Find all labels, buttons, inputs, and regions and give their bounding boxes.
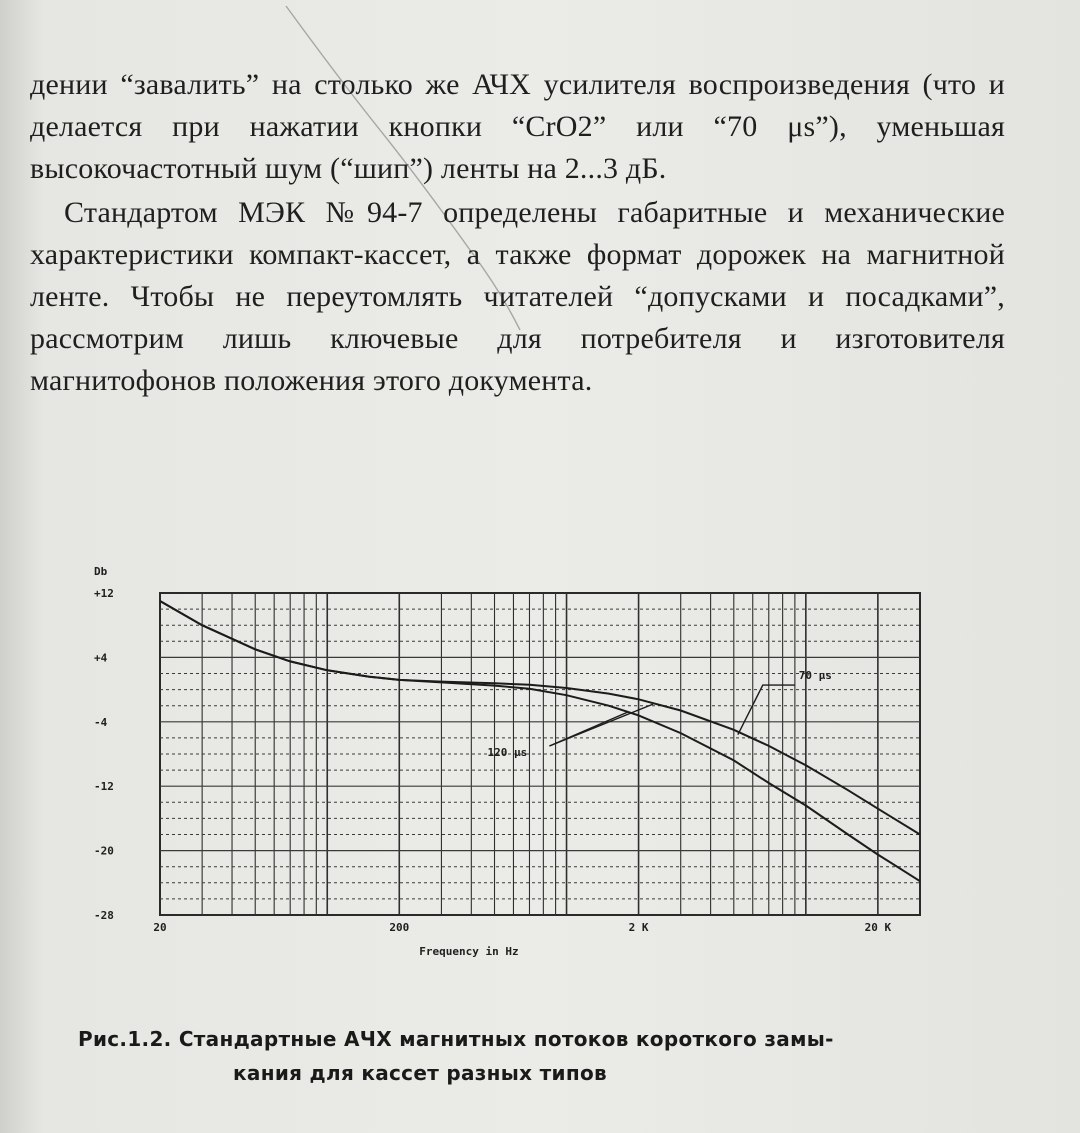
x-axis-label: Frequency in Hz (419, 945, 519, 958)
chart-grid (160, 593, 920, 915)
y-tick-label: -28 (94, 909, 114, 922)
x-tick-label: 20 (153, 921, 167, 934)
x-tick-label: 20 K (864, 921, 892, 934)
annotation-leader-70us (738, 685, 795, 735)
caption-line-1: Рис.1.2. Стандартные АЧХ магнитных потоков короткого замы- (78, 1027, 834, 1051)
x-tick-label: 2 K (628, 921, 649, 934)
x-tick-label: 200 (389, 921, 410, 934)
frequency-response-chart (70, 555, 950, 965)
y-tick-label: -20 (94, 844, 114, 858)
chart-svg (70, 555, 950, 965)
y-tick-label: -12 (94, 780, 114, 794)
y-tick-label: -4 (94, 715, 108, 729)
body-text (30, 64, 1005, 402)
paragraph-2: Стандартом МЭК №94-7 определены габаритные и механические характеристики компакт-кассет, а также формат дорожек на магнитной ленте. Чтобы не переутомлять читателей “допусками и посадками”, рассмотрим лишь ключевые для потребителя и изготовителя магнитофонов положения этого документа. (30, 196, 1005, 397)
annotation-label-120us: 120 μs (487, 745, 528, 759)
annotation-leader-120us-b (549, 704, 653, 746)
caption-line-2: кания для кассет разных типов (233, 1061, 607, 1085)
y-tick-label: +4 (94, 651, 108, 665)
chart-annotations (487, 669, 831, 759)
y-axis-label: Db (94, 565, 108, 578)
annotation-label-70us: 70 μs (798, 669, 832, 683)
y-tick-label: +12 (94, 587, 114, 600)
paragraph-1: дении “завалить” на столько же АЧХ усилителя воспроизведения (что и делается при нажатии кнопки “CrO2” или “70 μs”), уменьшая высокочастотный шум (“шип”) ленты на 2...3 дБ. (30, 68, 1005, 185)
figure-caption (60, 1022, 970, 1090)
